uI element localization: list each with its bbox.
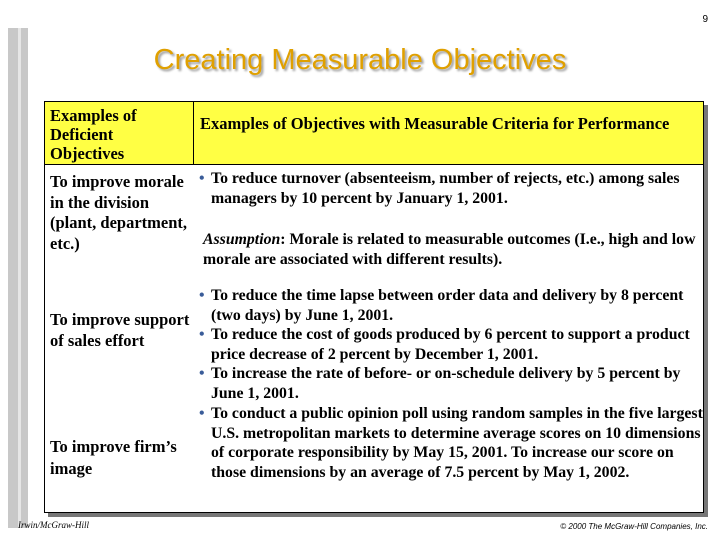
bullet-text: To conduct a public opinion poll using random samples in the five largest U.S. metropolitan markets to determine average scores on 10 dimensions of corporate responsibility by May 15, 2001. To increase our score on those dimensions by an average of 7.5 percent by May 1, 2002. xyxy=(211,405,703,481)
bullet-icon: • xyxy=(199,287,205,304)
bullet-turnover xyxy=(201,169,707,208)
assumption-label: Assumption xyxy=(203,231,281,248)
row-label-sales-support: To improve support of sales effort xyxy=(50,310,190,350)
bullet-icon: • xyxy=(199,326,205,343)
row-label-morale: To improve morale in the division (plant, department, etc.) xyxy=(50,172,188,253)
left-decorative-bar-highlight xyxy=(18,28,21,528)
slide-title: Creating Measurable Objectives xyxy=(153,44,567,76)
footer-publisher: Irwin/McGraw-Hill xyxy=(18,520,89,530)
footer-copyright: © 2000 The McGraw-Hill Companies, Inc. xyxy=(560,522,708,531)
objectives-table xyxy=(44,101,704,513)
bullet-cost-reduction xyxy=(201,325,707,364)
bullet-icon: • xyxy=(199,170,205,187)
assumption-text: : Morale is related to measurable outcomes (I.e., high and low morale are associated with different results). xyxy=(203,231,696,268)
header-measurable-text: Examples of Objectives with Measurable Criteria for Performance xyxy=(200,114,670,133)
bullet-opinion-poll xyxy=(201,404,707,482)
header-cell-measurable xyxy=(194,102,703,165)
bullet-text: To reduce the time lapse between order data and delivery by 8 percent (two days) by June 1, 2001. xyxy=(211,287,684,324)
bullet-text: To increase the rate of before- or on-schedule delivery by 5 percent by June 1, 2001. xyxy=(211,365,681,402)
bullet-text: To reduce turnover (absenteeism, number of rejects, etc.) among sales managers by 10 percent by January 1, 2001. xyxy=(211,170,680,207)
bullet-icon: • xyxy=(199,365,205,382)
header-cell-deficient xyxy=(45,102,194,165)
bullet-icon: • xyxy=(199,405,205,422)
bullet-delivery-rate xyxy=(201,364,707,403)
bullet-text: To reduce the cost of goods produced by 6 percent to support a product price decrease of 2 percent by December 1, 2001. xyxy=(211,326,690,363)
row-label-firm-image: To improve firm’s image xyxy=(50,437,177,478)
assumption-note xyxy=(203,230,697,269)
page-number: 9 xyxy=(702,14,708,25)
bullet-time-lapse xyxy=(201,286,707,325)
header-deficient-text: Examples of Deficient Objectives xyxy=(50,106,137,163)
